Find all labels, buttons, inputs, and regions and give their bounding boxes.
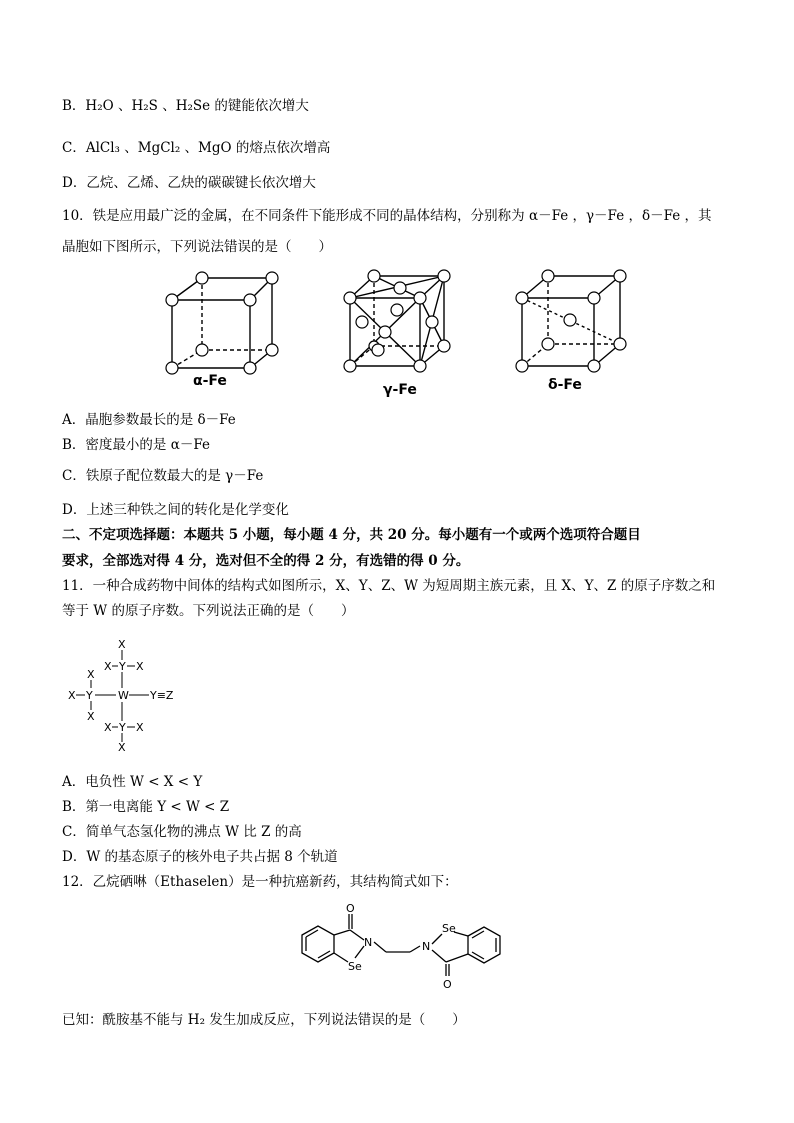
- q11-option-d: D．W 的基态原子的核外电子共占据 8 个轨道: [62, 849, 338, 865]
- delta-fe-caption: δ-Fe: [548, 377, 582, 393]
- q11-structure: [62, 636, 202, 756]
- delta-fe-cell: [510, 264, 640, 376]
- q10-option-d: D．上述三种铁之间的转化是化学变化: [62, 502, 289, 518]
- q10-option-c: C．铁原子配位数最大的是 γ－Fe: [62, 468, 264, 484]
- group-y-triple-z: Y≡Z: [150, 689, 174, 702]
- atom-y-left: Y: [86, 689, 93, 702]
- atom-x-4: X: [68, 689, 76, 702]
- atom-x-2: X: [136, 660, 144, 673]
- oxygen-right: O: [443, 978, 452, 991]
- question-10-stem-cont: 晶胞如下图所示，下列说法错误的是（ ）: [62, 239, 332, 255]
- q10-option-b: B．密度最小的是 α－Fe: [62, 437, 210, 453]
- alpha-fe-caption: α-Fe: [193, 373, 227, 389]
- atom-x-5: X: [87, 710, 95, 723]
- atom-w: W: [118, 689, 129, 702]
- atom-x-bottom: X: [118, 741, 126, 754]
- option-d: D．乙烷、乙烯、乙炔的碳碳键长依次增大: [62, 175, 316, 191]
- atom-x-6: X: [104, 721, 112, 734]
- atom-y-top: Y: [119, 660, 126, 673]
- atom-x-7: X: [136, 721, 144, 734]
- alpha-fe-cell: [160, 268, 290, 378]
- gamma-fe-cell: [340, 266, 460, 378]
- section-2-heading: 二、不定项选择题：本题共 5 小题，每小题 4 分，共 20 分。每小题有一个或两个选项符合题目: [62, 527, 641, 543]
- q11-option-a: A．电负性 W < X < Y: [62, 774, 203, 790]
- option-b: B．H₂O 、H₂S 、H₂Se 的键能依次增大: [62, 98, 309, 114]
- oxygen-left: O: [346, 902, 355, 915]
- atom-y-bottom: Y: [119, 721, 126, 734]
- selenium-right: Se: [442, 922, 456, 935]
- selenium-left: Se: [348, 960, 362, 973]
- question-10-stem: 10．铁是应用最广泛的金属，在不同条件下能形成不同的晶体结构，分别称为 α－Fe ，γ－Fe ，δ－Fe ，其: [62, 208, 712, 224]
- nitrogen-right: N: [422, 940, 431, 953]
- question-11-stem-cont: 等于 W 的原子序数。下列说法正确的是（ ）: [62, 603, 355, 619]
- atom-x-3: X: [87, 668, 95, 681]
- atom-x-top: X: [118, 638, 126, 651]
- question-12-stem: 12．乙烷硒啉（Ethaselen）是一种抗癌新药，其结构简式如下：: [62, 874, 458, 890]
- section-2-heading-cont: 要求，全部选对得 4 分，选对但不全的得 2 分，有选错的得 0 分。: [62, 553, 470, 569]
- option-c: C．AlCl₃ 、MgCl₂ 、MgO 的熔点依次增高: [62, 140, 331, 156]
- atom-x-1: X: [104, 660, 112, 673]
- question-12-known: 已知：酰胺基不能与 H₂ 发生加成反应，下列说法错误的是（ ）: [62, 1012, 466, 1028]
- nitrogen-left: N: [364, 936, 373, 949]
- q10-option-a: A．晶胞参数最长的是 δ－Fe: [62, 412, 236, 428]
- question-11-stem: 11．一种合成药物中间体的结构式如图所示，X、Y、Z、W 为短周期主族元素，且 X、Y、Z 的原子序数之和: [62, 578, 716, 594]
- q11-option-b: B．第一电离能 Y < W < Z: [62, 799, 230, 815]
- q11-option-c: C．简单气态氢化物的沸点 W 比 Z 的高: [62, 824, 302, 840]
- gamma-fe-caption: γ-Fe: [383, 382, 417, 398]
- ethaselen-structure: [292, 900, 522, 992]
